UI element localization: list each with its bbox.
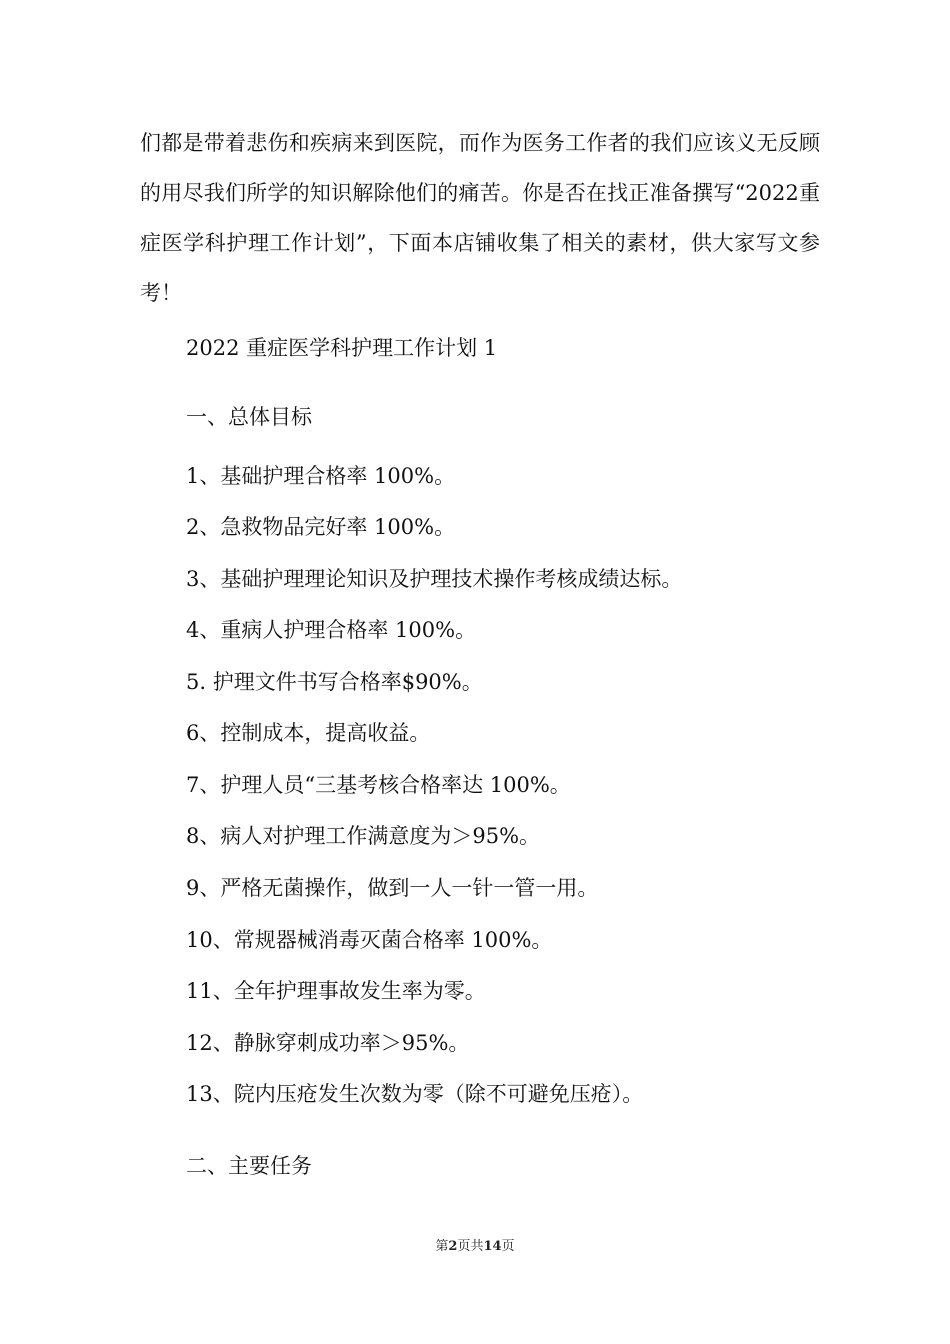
goal-item: 6、控制成本，提高收益。 (186, 721, 431, 745)
footer-total-pages: 14 (483, 1239, 502, 1254)
goal-item: 2、急救物品完好率 100%。 (186, 515, 456, 539)
page-footer (0, 1238, 950, 1256)
goal-item: 11、全年护理事故发生率为零。 (186, 979, 486, 1003)
intro-paragraph: 们都是带着悲伤和疾病来到医院，而作为医务工作者的我们应该义无反顾的用尽我们所学的知识解除他们的痛苦。你是否在找正准备撰写“2022重症医学科护理工作计划”，下面本店铺收集了相关的素材，供大家写文参考！ (140, 131, 820, 305)
footer-prefix: 第 (435, 1239, 449, 1254)
goal-item: 4、重病人护理合格率 100%。 (186, 618, 477, 642)
goal-item: 7、护理人员“三基考核合格率达 100%。 (186, 773, 571, 797)
footer-current-page: 2 (448, 1239, 458, 1254)
section-heading-tasks: 二、主要任务 (186, 1154, 312, 1178)
goal-item: 12、静脉穿刺成功率＞95%。 (186, 1031, 470, 1055)
goal-item: 9、严格无菌操作，做到一人一针一管一用。 (186, 876, 599, 900)
goal-item: 1、基础护理合格率 100%。 (186, 464, 456, 488)
goal-item: 5. 护理文件书写合格率$90%。 (186, 670, 483, 694)
goal-item: 13、院内压疮发生次数为零（除不可避免压疮）。 (186, 1082, 644, 1106)
goal-item: 10、常规器械消毒灭菌合格率 100%。 (186, 928, 553, 952)
plan-title: 2022 重症医学科护理工作计划 1 (186, 336, 498, 360)
goal-item: 8、病人对护理工作满意度为＞95%。 (186, 824, 541, 848)
footer-middle: 页共 (457, 1239, 484, 1254)
goal-item: 3、基础护理理论知识及护理技术操作考核成绩达标。 (186, 567, 683, 591)
section-heading-goals: 一、总体目标 (186, 405, 312, 429)
footer-suffix: 页 (501, 1239, 515, 1254)
